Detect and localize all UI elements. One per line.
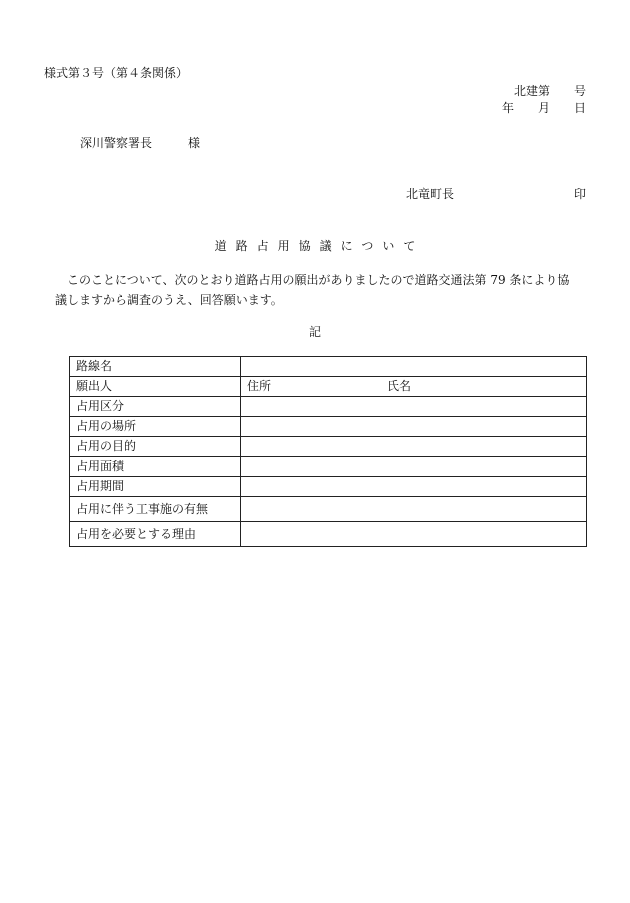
row-label: 願出人: [70, 377, 241, 397]
table-row: [70, 437, 587, 457]
table-row: [70, 357, 587, 377]
row-value: [241, 417, 587, 437]
row-value: [241, 397, 587, 417]
sender: [406, 187, 586, 201]
applicant-value: [241, 377, 587, 397]
row-label: 占用の場所: [70, 417, 241, 437]
row-label: 占用区分: [70, 397, 241, 417]
row-label: 占用を必要とする理由: [70, 522, 241, 547]
row-value: [241, 522, 587, 547]
document-title: 道路占用協議について: [214, 239, 425, 253]
row-value: [241, 357, 587, 377]
table-row: [70, 377, 587, 397]
occupancy-table: [69, 356, 587, 547]
table-row: [70, 397, 587, 417]
addressee-honorific: 様: [188, 136, 201, 150]
row-label: 路線名: [70, 357, 241, 377]
row-value: [241, 477, 587, 497]
addressee-name: 深川警察署長: [80, 136, 153, 150]
document-number: 北建第 号: [513, 84, 586, 98]
addressee: [80, 136, 200, 150]
table-row: [70, 522, 587, 547]
row-value: [241, 497, 587, 522]
row-label: 占用に伴う工事施の有無: [70, 497, 241, 522]
row-label: 占用面積: [70, 457, 241, 477]
name-label: 氏名: [387, 379, 412, 393]
form-number: 様式第３号（第４条関係）: [44, 66, 189, 80]
sender-name: 北竜町長: [406, 187, 455, 201]
row-label: 占用期間: [70, 477, 241, 497]
address-label: 住所: [247, 379, 272, 393]
table-row: [70, 417, 587, 437]
document-date: 年 月 日: [501, 101, 586, 115]
table-row: [70, 477, 587, 497]
ki-heading: 記: [308, 325, 321, 339]
seal-mark: 印: [574, 187, 587, 201]
row-value: [241, 437, 587, 457]
table-row: [70, 497, 587, 522]
row-label: 占用の目的: [70, 437, 241, 457]
table-row: [70, 457, 587, 477]
body-paragraph: このことについて、次のとおり道路占用の願出がありましたので道路交通法第 79 条により協議しますから調査のうえ、回答願います。: [55, 273, 570, 307]
row-value: [241, 457, 587, 477]
